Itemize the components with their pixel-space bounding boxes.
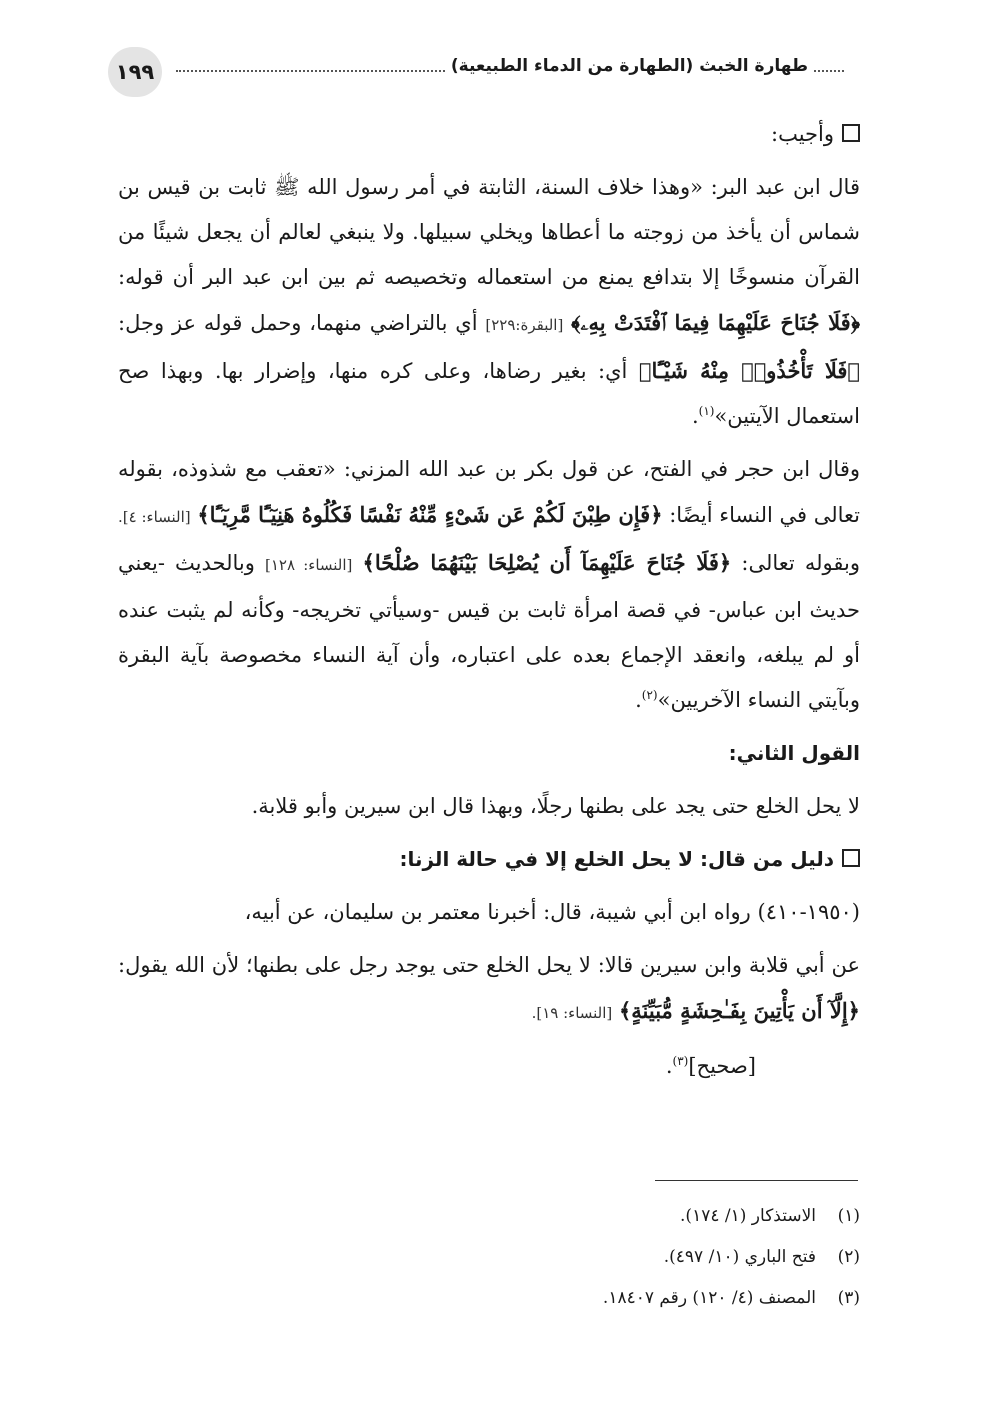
grading-line: [صحيح]$^{(٣)}$.: [665, 1054, 756, 1078]
text-run: وبالحديث -يعني حديث ابن عباس- في قصة امرأة ثابت بن قيس -وسيأتي تخريجه- وكأنه لم يثبت عنده أو لم يبلغه، وانعقد الإجماع بعده على اعتباره، وأن آية النساء مخصوصة بآية البقرة وبآيتي النساء الآخريين»: [118, 551, 860, 712]
quran-verse: ﴿فَلَا جُنَاحَ عَلَيْهِمَا فِيمَا ٱفْتَدَتْ بِهِۦ﴾: [571, 310, 860, 335]
footnote-text: الاستذكار (١/ ١٧٤).: [680, 1206, 816, 1226]
footnote-number: (٢): [837, 1247, 860, 1267]
evidence-heading-line: [118, 837, 860, 882]
quran-verse: ﴿إِلَّآ أَن يَأْتِينَ بِفَـٰحِشَةٍ مُّبَيِّنَةٍ﴾: [618, 998, 860, 1023]
evidence-heading: دليل من قال: لا يحل الخلع إلا في حالة الزنا:: [399, 847, 834, 871]
text-run: أي بالتراضي منهما، وحمل قوله عز وجل:: [118, 311, 478, 335]
text-run: أي: بغير رضاها، وعلى كره منها، وإضرار بها. وبهذا صح استعمال الآيتين»: [118, 359, 860, 428]
footnote-item: [118, 1278, 860, 1319]
text-run: وقال ابن حجر في الفتح، عن قول بكر بن عبد الله المزني: «تعقب مع شذوذه، بقوله تعالى في النساء أيضًا:: [118, 457, 860, 527]
page-number: ١٩٩: [108, 47, 162, 97]
running-title: طهارة الخبث (الطهارة من الدماء الطبيعية): [450, 56, 808, 76]
footnote-marker: (٢): [641, 688, 658, 702]
page-header: [108, 47, 844, 97]
running-head: [176, 56, 844, 76]
footnote-text: فتح الباري (١٠/ ٤٩٧).: [663, 1247, 816, 1267]
dotted-leader: [814, 60, 844, 72]
hadith-number: (١٩٥٠-٤١٠): [757, 900, 860, 924]
verse-reference: [النساء: ١٢٨]: [264, 556, 353, 574]
footnotes: [118, 1196, 860, 1319]
square-bullet-icon: [842, 849, 860, 867]
paragraph-ibn-abdulbar: قال ابن عبد البر: «وهذا خلاف السنة، الثابتة في أمر رسول الله ﷺ ثابت بن قيس بن شماس أن يأخذ من زوجته ما أعطاها ويخلي سبيلها. ولا ينبغي لعالم أن يجعل شيئًا من القرآن منسوخًا إلا بتدافع يمنع من استعماله وتخصيصه ثم بين ابن عبد البر أن قوله: ﴿فَلَا جُنَاحَ عَلَيْهِمَا فِيمَا ٱفْتَدَتْ بِهِۦ﴾ [البقرة:٢٢٩] أي بالتراضي منهما، وحمل قوله عز وجل: ﴿فَلَا تَأْخُذُوا۟ مِنْهُ شَيْـًٔا﴾ أي: بغير رضاها، وعلى كره منها، وإضرار بها. وبهذا صح استعمال الآيتين»$^{(١)}$.: [118, 175, 860, 428]
footnote-item: [118, 1237, 860, 1278]
second-opinion-text: لا يحل الخلع حتى يجد على بطنها رجلًا، وبهذا قال ابن سيرين وأبو قلابة.: [251, 794, 860, 818]
dotted-leader: [176, 60, 445, 72]
footnote-divider: [655, 1180, 858, 1181]
paragraph-ibn-hajar: [118, 447, 860, 540]
text-run: عن أبي قلابة وابن سيرين قالا: لا يحل الخلع حتى يوجد رجل على بطنها؛ لأن الله يقول:: [118, 953, 860, 977]
footnote-number: (١): [837, 1206, 860, 1226]
quran-verse: ﴿فَإِن طِبْنَ لَكُمْ عَن شَىْءٍ مِّنْهُ نَفْسًا فَكُلُوهُ هَنِيٓـًٔا مَّرِيٓـًٔا﴾: [197, 502, 663, 527]
hadith-grading: [صحيح]: [688, 1054, 756, 1078]
answer-heading-line: [118, 112, 860, 157]
second-opinion-heading: القول الثاني:: [728, 741, 860, 765]
hadith-text: [118, 943, 860, 1036]
footnote-item: [118, 1196, 860, 1237]
hadith-chain-line: [118, 890, 860, 935]
quran-verse: ﴿فَلَا جُنَاحَ عَلَيْهِمَآ أَن يُصْلِحَا بَيْنَهُمَا صُلْحًا﴾: [362, 550, 732, 575]
footnote-text: المصنف (٤/ ١٢٠) رقم ١٨٤٠٧.: [602, 1288, 816, 1308]
paragraph-ibn-hajar-cont: وبقوله تعالى: ﴿فَلَا جُنَاحَ عَلَيْهِمَآ أَن يُصْلِحَا بَيْنَهُمَا صُلْحًا﴾ [النساء: ١٢٨] وبالحديث -يعني حديث ابن عباس- في قصة امرأة ثابت بن قيس -وسيأتي تخريجه- وكأنه لم يثبت عنده أو لم يبلغه، وانعقد الإجماع بعده على اعتباره، وأن آية النساء مخصوصة بآية البقرة وبآيتي النساء الآخريين»$^{(٢)}$.: [118, 550, 860, 712]
text-run: وبقوله تعالى:: [741, 551, 860, 575]
hadith-chain: رواه ابن أبي شيبة، قال: أخبرنا معتمر بن سليمان، عن أبيه،: [244, 900, 751, 924]
footnote-number: (٣): [837, 1288, 860, 1308]
verse-reference: [البقرة:٢٢٩]: [485, 316, 564, 334]
footnote-marker: (٣): [672, 1054, 689, 1068]
footnote-marker: (١): [698, 404, 715, 418]
answer-heading: وأجيب:: [771, 122, 834, 146]
quran-verse: ﴿فَلَا تَأْخُذُوا۟ مِنْهُ شَيْـًٔا﴾: [638, 358, 860, 383]
text-run: قال ابن عبد البر: «وهذا خلاف السنة، الثابتة في أمر رسول الله ﷺ ثابت بن قيس بن شماس أن يأخذ من زوجته ما أعطاها ويخلي سبيلها. ولا ينبغي لعالم أن يجعل شيئًا من القرآن منسوخًا إلا بتدافع يمنع من استعماله وتخصيصه ثم بين ابن عبد البر أن قوله:: [118, 175, 860, 289]
square-bullet-icon: [842, 124, 860, 142]
verse-reference: [النساء: ٤].: [118, 508, 191, 526]
main-text: [118, 112, 860, 1089]
verse-reference: [النساء: ١٩].: [531, 1004, 613, 1022]
